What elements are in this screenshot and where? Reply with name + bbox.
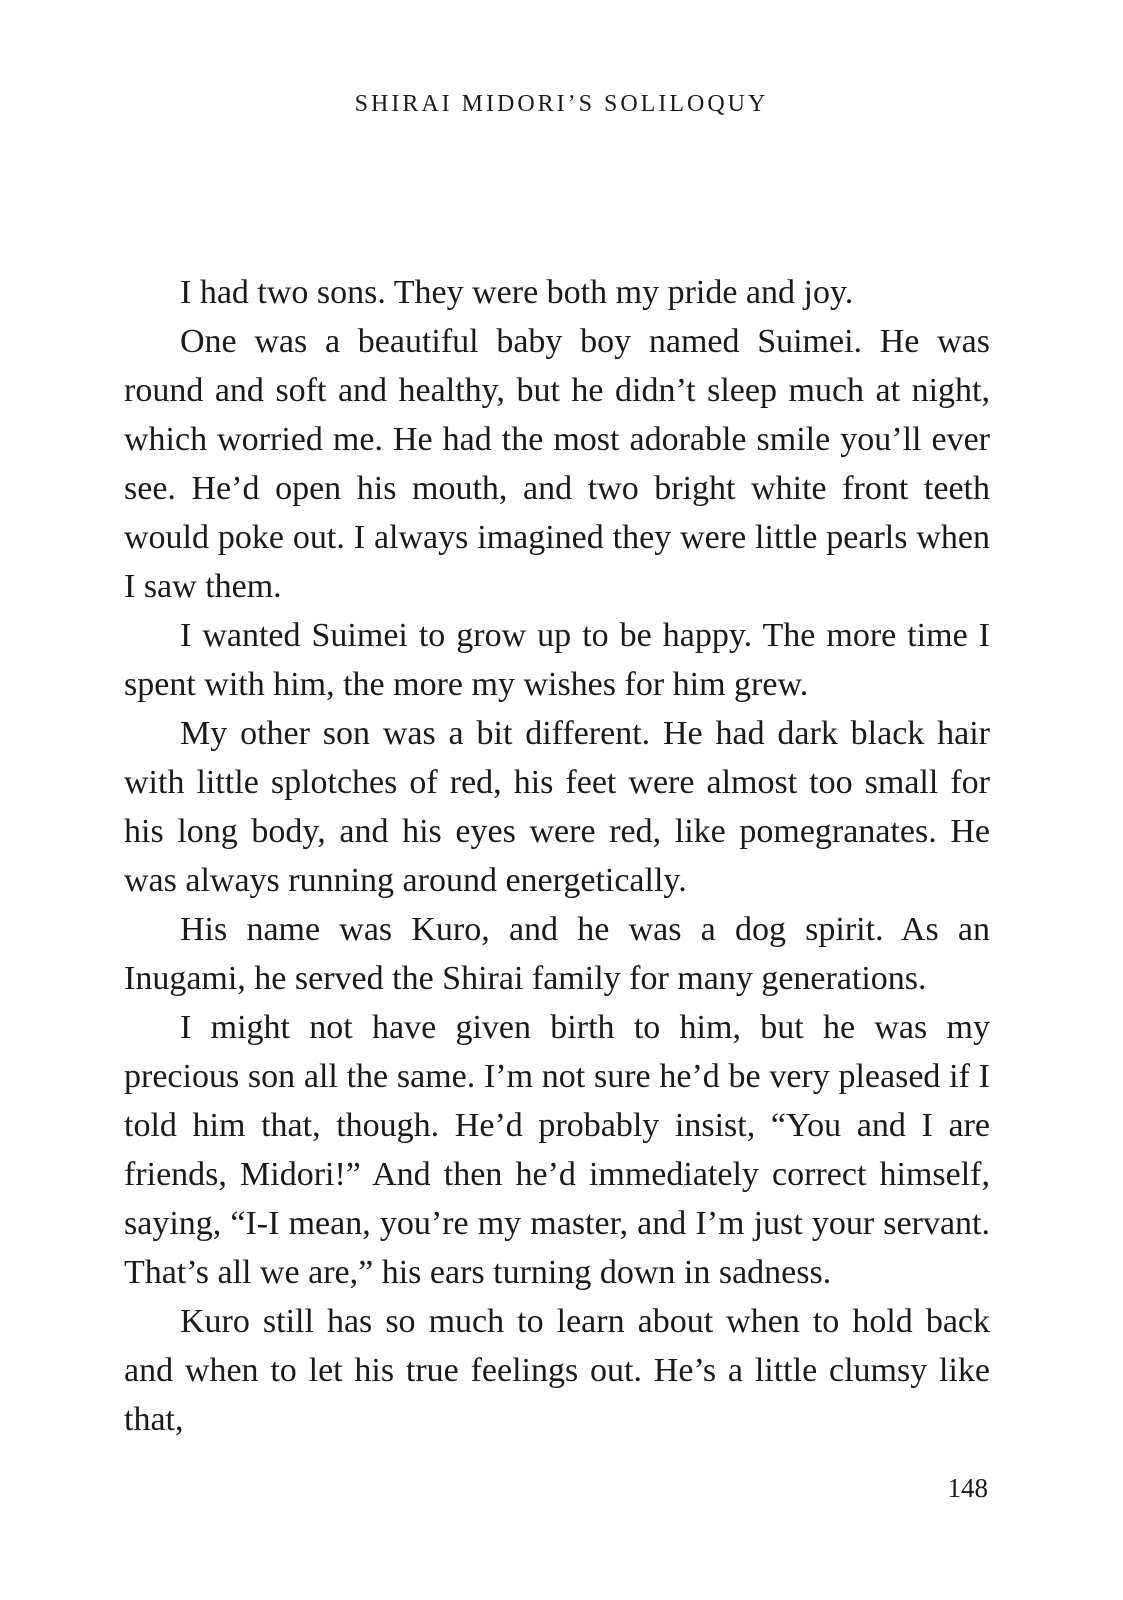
page-number: 148 <box>947 1473 988 1503</box>
paragraph: I had two sons. They were both my pride and joy. <box>180 274 854 311</box>
paragraph: His name was Kuro, and he was a dog spirit. As an Inugami, he served the Shirai family for many generations. <box>124 911 990 997</box>
paragraph: Kuro still has so much to learn about when to hold back and when to let his true feelings out. He’s a little clumsy like that, <box>124 1303 990 1438</box>
paragraph: My other son was a bit different. He had dark black hair with little splotches of red, his feet were almost too small for his long body, and his eyes were red, like pomegranates. He was always running around energetically. <box>124 715 990 899</box>
running-head: SHIRAI MIDORI’S SOLILOQUY <box>354 91 769 117</box>
paragraph: One was a beautiful baby boy named Suimei. He was round and soft and healthy, but he didn’t sleep much at night, which worried me. He had the most adorable smile you’ll ever see. He’d open his mouth, and two bright white front teeth would poke out. I always imagined they were little pearls when I saw them. <box>124 323 990 605</box>
paragraph: I wanted Suimei to grow up to be happy. The more time I spent with him, the more my wishes for him grew. <box>124 617 990 703</box>
paragraph: I might not have given birth to him, but he was my precious son all the same. I’m not sure he’d be very pleased if I told him that, though. He’d probably insist, “You and I are friends, Midori!” And then he’d immediately correct himself, saying, “I-I mean, you’re my master, and I’m just your servant. That’s all we are,” his ears turning down in sadness. <box>124 1009 990 1291</box>
body-text <box>124 268 990 1444</box>
